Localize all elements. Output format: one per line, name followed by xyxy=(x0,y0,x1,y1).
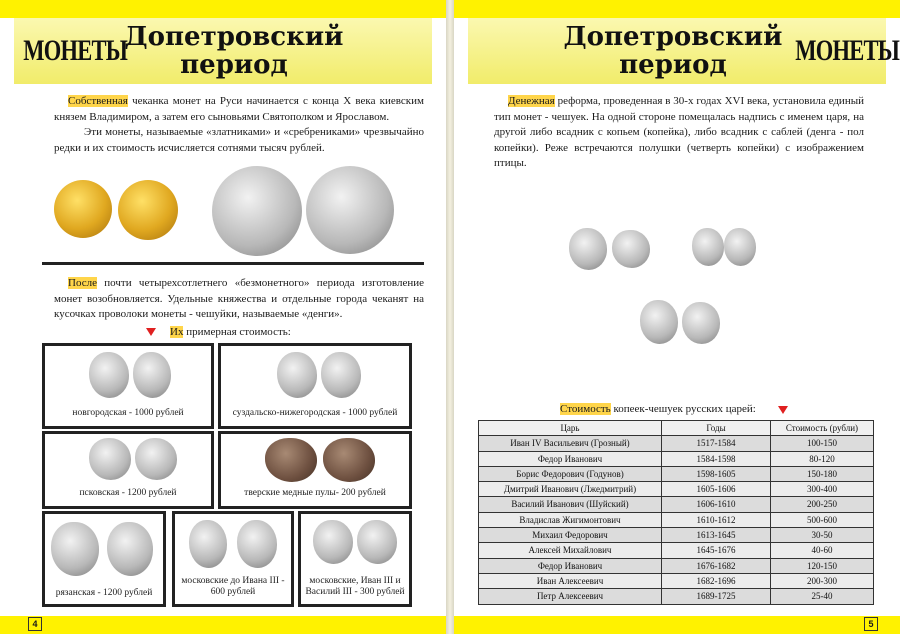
kopek-coin-1-obverse xyxy=(569,228,607,270)
table-row xyxy=(479,558,874,573)
red-triangle-marker xyxy=(146,328,156,336)
table-header-row xyxy=(479,421,874,436)
coin-caption-novgorod: новгородская - 1000 рублей xyxy=(72,408,184,418)
gold-zlatnik-coin-1 xyxy=(54,180,112,238)
tver-pula-reverse xyxy=(323,438,375,482)
cell-tsar: Владислав Жигимонтович xyxy=(479,512,662,527)
cell-tsar: Иван Алексеевич xyxy=(479,573,662,588)
table-row xyxy=(479,466,874,481)
right-header xyxy=(468,18,900,84)
cell-price: 40-60 xyxy=(771,543,874,558)
bottom-yellow-bar xyxy=(0,616,446,634)
divider-line xyxy=(42,262,424,265)
kopek-coin-1-reverse xyxy=(612,230,650,268)
cell-years: 1682-1696 xyxy=(662,573,771,588)
price-intro-text: примерная стоимость: xyxy=(183,326,291,338)
gold-zlatnik-coin-2 xyxy=(118,180,178,240)
coin-box-novgorod xyxy=(42,343,214,429)
price-intro xyxy=(170,325,370,341)
coin-caption-suzdal: суздальско-нижегородская - 1000 рублей xyxy=(232,408,398,418)
pskov-coin-reverse xyxy=(135,438,177,480)
coin-box-moscow-early xyxy=(172,511,294,607)
cell-years: 1613-1645 xyxy=(662,528,771,543)
novgorod-coin-reverse xyxy=(133,352,171,398)
middle-text xyxy=(54,276,424,323)
cell-price: 300-400 xyxy=(771,482,874,497)
monety-heading: МОНЕТЫ xyxy=(23,34,128,67)
table-row xyxy=(479,482,874,497)
left-intro-text xyxy=(54,94,424,156)
cell-tsar: Федор Иванович xyxy=(479,451,662,466)
cell-years: 1606-1610 xyxy=(662,497,771,512)
kopek-coin-2-reverse xyxy=(724,228,756,266)
cell-price: 80-120 xyxy=(771,451,874,466)
ryazan-coin-obverse xyxy=(51,522,99,576)
cell-tsar: Иван IV Васильевич (Грозный) xyxy=(479,436,662,451)
moscow-early-coin-obverse xyxy=(189,520,227,568)
coin-caption-moscow-early: московские до Ивана III - 600 рублей xyxy=(181,576,285,597)
left-page xyxy=(0,0,446,634)
cell-years: 1584-1598 xyxy=(662,451,771,466)
coin-box-pskov xyxy=(42,431,214,509)
cell-years: 1610-1612 xyxy=(662,512,771,527)
kopek-price-table xyxy=(478,420,874,605)
kopek-coin-2-obverse xyxy=(692,228,724,266)
book-gutter xyxy=(446,0,454,634)
cell-price: 30-50 xyxy=(771,528,874,543)
right-page xyxy=(454,0,900,634)
left-header xyxy=(14,18,432,84)
right-intro-text-body: реформа, проведенная в 30-х годах XVI века, установила единый тип монет - чешуек. На одной стороне помещалась надпись с именем царя, на другой либо всадник с копьем (копейка), либо всадник с саблей (денга - пол копейки). Реже встречаются полушки (четверть копейки) с изображением птицы. xyxy=(494,95,864,169)
kopek-coin-3-reverse xyxy=(682,302,720,344)
table-title xyxy=(560,402,840,418)
period-title xyxy=(124,23,344,79)
kopek-coin-3-obverse xyxy=(640,300,678,344)
table-row xyxy=(479,436,874,451)
col-header-tsar: Царь xyxy=(479,421,662,436)
cell-price: 200-300 xyxy=(771,573,874,588)
silver-srebrenik-coin-2 xyxy=(306,166,394,254)
cell-tsar: Борис Федорович (Годунов) xyxy=(479,466,662,481)
red-triangle-marker-right xyxy=(778,406,788,414)
cell-price: 150-180 xyxy=(771,466,874,481)
table-row xyxy=(479,543,874,558)
table-row xyxy=(479,589,874,604)
price-lead-word: Их xyxy=(170,326,184,338)
cell-tsar: Федор Иванович xyxy=(479,558,662,573)
page-number-right: 5 xyxy=(864,617,878,631)
cell-tsar: Василий Иванович (Шуйский) xyxy=(479,497,662,512)
cell-price: 25-40 xyxy=(771,589,874,604)
cell-price: 500-600 xyxy=(771,512,874,527)
cell-tsar: Михаил Федорович xyxy=(479,528,662,543)
intro-text-2: Эти монеты, называемые «златниками» и «сребрениками» чрезвычайно редки и их стоимость исчисляется сотнями тысяч рублей. xyxy=(54,126,424,154)
right-intro-text xyxy=(494,94,864,172)
cell-price: 200-250 xyxy=(771,497,874,512)
cell-price: 100-150 xyxy=(771,436,874,451)
suzdal-coin-obverse xyxy=(277,352,317,398)
coin-box-moscow-ivan3 xyxy=(298,511,412,607)
cell-years: 1598-1605 xyxy=(662,466,771,481)
ryazan-coin-reverse xyxy=(107,522,153,576)
cell-years: 1676-1682 xyxy=(662,558,771,573)
cell-tsar: Алексей Михайлович xyxy=(479,543,662,558)
page-number-left: 4 xyxy=(28,617,42,631)
coin-caption-ryazan: рязанская - 1200 рублей xyxy=(55,588,153,598)
coin-box-suzdal xyxy=(218,343,412,429)
table-row xyxy=(479,528,874,543)
right-intro-lead-word: Денежная xyxy=(508,95,555,107)
coin-caption-pskov: псковская - 1200 рублей xyxy=(79,488,177,498)
top-yellow-bar-right xyxy=(454,0,900,18)
coin-caption-moscow-ivan3: московские, Иван III и Василий III - 300 рублей xyxy=(305,576,405,597)
coin-box-tver xyxy=(218,431,412,509)
intro-text-1: чеканка монет на Руси начинается с конца Х века киевским князем Владимиром, а затем его сыновьями Святополком и Ярославом. xyxy=(54,95,424,123)
coin-caption-tver: тверские медные пулы- 200 рублей xyxy=(244,488,386,498)
suzdal-coin-reverse xyxy=(321,352,361,398)
moscow-ivan3-coin-reverse xyxy=(357,520,397,564)
pskov-coin-obverse xyxy=(89,438,131,480)
table-title-lead-word: Стоимость xyxy=(560,403,611,415)
table-row xyxy=(479,497,874,512)
cell-tsar: Петр Алексеевич xyxy=(479,589,662,604)
cell-years: 1605-1606 xyxy=(662,482,771,497)
monety-heading-right: МОНЕТЫ xyxy=(795,34,900,67)
bottom-yellow-bar-right xyxy=(454,616,900,634)
period-title-line1: Допетровский xyxy=(124,22,344,52)
coin-box-ryazan xyxy=(42,511,166,607)
period-title-right xyxy=(558,23,788,79)
cell-years: 1645-1676 xyxy=(662,543,771,558)
cell-tsar: Дмитрий Иванович (Лжедмитрий) xyxy=(479,482,662,497)
cell-price: 120-150 xyxy=(771,558,874,573)
table-row xyxy=(479,512,874,527)
table-row xyxy=(479,451,874,466)
silver-srebrenik-coin-1 xyxy=(212,166,302,256)
top-yellow-bar xyxy=(0,0,446,18)
cell-years: 1517-1584 xyxy=(662,436,771,451)
middle-lead-word: После xyxy=(68,277,97,289)
period-title-right-line1: Допетровский xyxy=(563,22,783,52)
intro-lead-word: Собственная xyxy=(68,95,128,107)
table-row xyxy=(479,573,874,588)
period-title-line2: период xyxy=(180,50,288,80)
table-title-text: копеек-чешуек русских царей: xyxy=(610,403,756,415)
cell-years: 1689-1725 xyxy=(662,589,771,604)
middle-text-body: почти четырехсотлетнего «безмонетного» периода изготовление монет возобновляется. Удельные княжества и отдельные города чеканят на кусочках проволоки монеты - чешуйки, называемые «денги». xyxy=(54,277,424,320)
col-header-price: Стоимость (рубли) xyxy=(771,421,874,436)
moscow-early-coin-reverse xyxy=(237,520,277,568)
moscow-ivan3-coin-obverse xyxy=(313,520,353,564)
novgorod-coin-obverse xyxy=(89,352,129,398)
period-title-right-line2: период xyxy=(619,50,727,80)
col-header-years: Годы xyxy=(662,421,771,436)
tver-pula-obverse xyxy=(265,438,317,482)
